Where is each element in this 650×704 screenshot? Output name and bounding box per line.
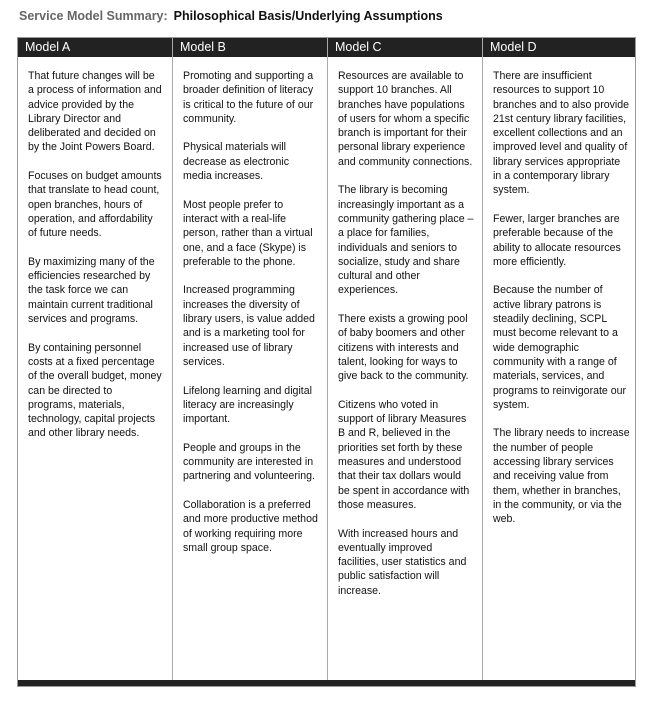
paragraph: Resources are available to support 10 branches. All branches have populations of users for whom a specific branch is important for their personal library experience and community connections. — [338, 70, 473, 168]
title-lead: Service Model Summary: — [19, 9, 168, 23]
column-divider — [482, 38, 483, 686]
column-divider — [172, 38, 173, 686]
paragraph: There are insufficient resources to support 10 branches and to also provide 21st century library facilities, excellent collections and an improved level and quality of library services appropriate in a contemporary library system. — [493, 70, 630, 197]
paragraph: Fewer, larger branches are preferable because of the ability to allocate resources more efficiently. — [493, 212, 621, 268]
paragraph: Increased programming increases the diversity of library users, is value added and is a marketing tool for increased use of library services. — [183, 284, 315, 368]
paragraph: That future changes will be a process of information and advice provided by the Library Director and deliberated and decided on by the Joint Powers Board. — [28, 70, 162, 154]
paragraph: There exists a growing pool of baby boomers and other citizens with interests and talent, looking for ways to give back to the community. — [338, 313, 469, 383]
header-model-d: Model D — [490, 40, 537, 54]
column-divider — [327, 38, 328, 686]
paragraph: Lifelong learning and digital literacy are increasingly important. — [183, 384, 312, 426]
paragraph: Collaboration is a preferred and more productive method of working requiring more small group space. — [183, 498, 318, 554]
paragraph: The library needs to increase the number of people accessing library services and receiving value from them, whether in branches, in the community, or via the web. — [493, 427, 630, 526]
paragraph: Because the number of active library patrons is steadily declining, SCPL must become relevant to a wide demographic community with a range of materials, services, and programs to reinvigorate our system. — [493, 284, 627, 411]
column-model-b — [183, 69, 319, 569]
title-subtitle: Philosophical Basis/Underlying Assumptions — [173, 9, 443, 23]
paragraph: Citizens who voted in support of library Measures B and R, believed in the priorities set forth by these measures and understood that their tax dollars would be spent in accordance with those measures. — [338, 398, 470, 511]
paragraph: By containing personnel costs at a fixed percentage of the overall budget, money can be directed to programs, materials, technology, capital projects and other library needs. — [28, 341, 162, 440]
column-model-a — [28, 69, 162, 455]
paragraph: With increased hours and eventually improved facilities, user statistics and public satisfaction will increase. — [338, 527, 467, 597]
header-model-b: Model B — [180, 40, 226, 54]
paragraph: People and groups in the community are interested in partnering and volunteering. — [183, 441, 315, 483]
paragraph: Most people prefer to interact with a real-life person, rather than a virtual one, and a face (Skype) is preferable to the phone. — [183, 198, 313, 268]
paragraph: Focuses on budget amounts that translate to head count, open branches, hours of operation, and affordability of future needs. — [28, 170, 162, 240]
header-model-a: Model A — [25, 40, 71, 54]
column-model-d — [493, 69, 631, 541]
summary-table — [17, 37, 636, 687]
paragraph: The library is becoming increasingly important as a community gathering place – a place for families, individuals and seniors to socialize, study and share cultural and other experiences. — [338, 184, 474, 297]
column-model-c — [338, 69, 474, 612]
header-model-c: Model C — [335, 40, 382, 54]
page-title — [19, 9, 443, 23]
paragraph: Physical materials will decrease as electronic media increases. — [183, 141, 289, 183]
paragraph: Promoting and supporting a broader definition of literacy is critical to the future of our community. — [183, 70, 314, 125]
table-footer-bar — [18, 680, 635, 686]
paragraph: By maximizing many of the efficiencies researched by the task force we can maintain current traditional services and programs. — [28, 255, 155, 326]
